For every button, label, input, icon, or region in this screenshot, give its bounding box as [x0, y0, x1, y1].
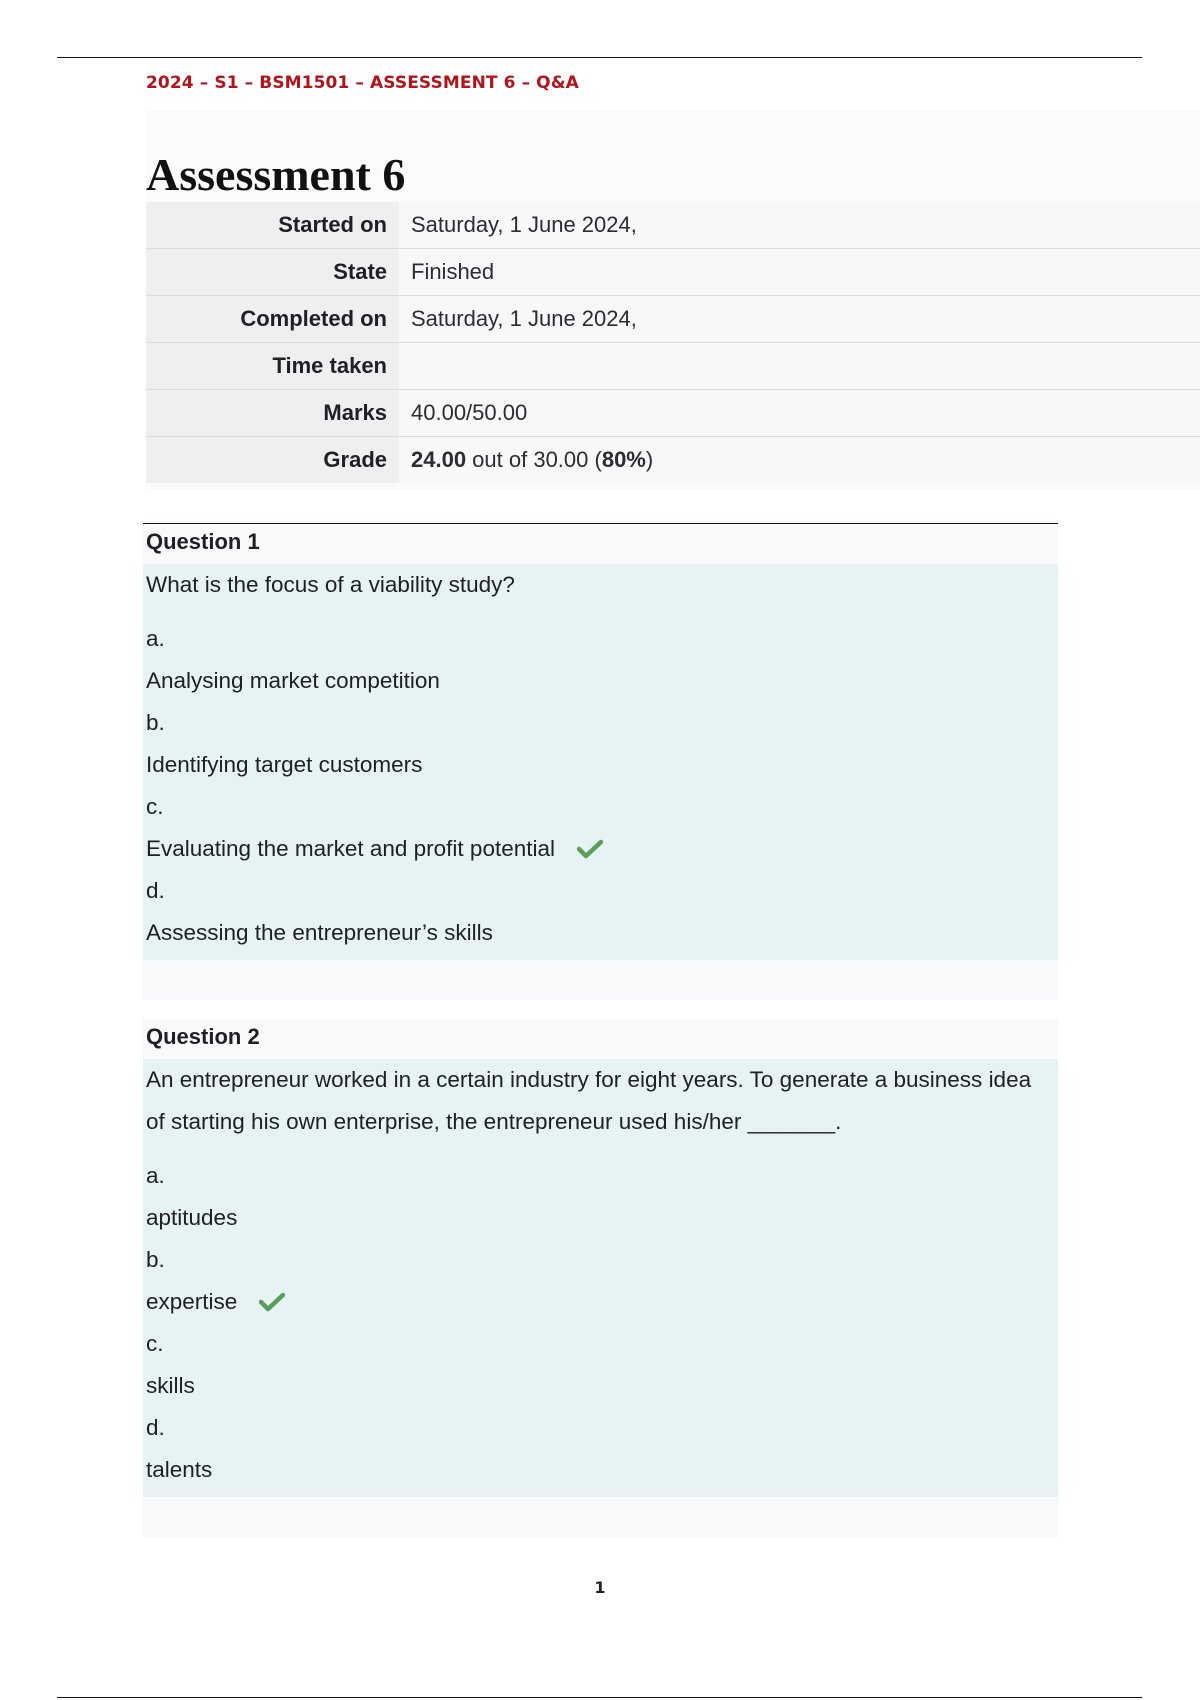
option-text: expertise [146, 1289, 238, 1314]
answer-option[interactable] [146, 744, 1055, 786]
summary-value [399, 343, 1200, 390]
answer-option-correct[interactable] [146, 1281, 1055, 1323]
summary-row-started [146, 202, 1200, 249]
summary-row-grade [146, 437, 1200, 484]
option-text: Assessing the entrepreneur’s skills [146, 920, 493, 945]
question-label: Question 1 [143, 523, 1058, 564]
question-label: Question 2 [143, 1019, 1058, 1059]
summary-label: Completed on [146, 296, 399, 343]
question-block-1 [143, 523, 1058, 1000]
option-letter: b. [146, 710, 165, 735]
answer-option-correct[interactable] [146, 828, 1055, 870]
summary-label: Time taken [146, 343, 399, 390]
option-letter: c. [146, 1331, 164, 1356]
option-text: talents [146, 1457, 213, 1482]
summary-row-completed [146, 296, 1200, 343]
option-letter: d. [146, 878, 165, 903]
summary-label: Grade [146, 437, 399, 484]
answer-option[interactable] [146, 1197, 1055, 1239]
option-text: Identifying target customers [146, 752, 423, 777]
option-text: aptitudes [146, 1205, 238, 1230]
document-header: 2024 – S1 – BSM1501 – ASSESSMENT 6 – Q&A [146, 73, 579, 93]
summary-value: Saturday, 1 June 2024, [399, 202, 1200, 249]
summary-row-state [146, 249, 1200, 296]
attempt-summary-table [146, 202, 1200, 483]
grade-middle-text: out of 30.00 ( [466, 447, 602, 472]
option-text: Evaluating the market and profit potential [146, 836, 555, 861]
grade-value [399, 437, 1200, 484]
page-number: 1 [594, 1578, 606, 1597]
option-text: Analysing market competition [146, 668, 440, 693]
question-footer [143, 1497, 1058, 1537]
page-title: Assessment 6 [146, 149, 406, 200]
answer-option[interactable] [146, 660, 1055, 702]
question-text: What is the focus of a viability study? [146, 572, 515, 597]
grade-score: 24.00 [411, 447, 467, 472]
summary-row-marks [146, 390, 1200, 437]
summary-label: Marks [146, 390, 399, 437]
question-content [143, 1059, 1058, 1497]
option-letter: b. [146, 1247, 165, 1272]
question-block-2 [143, 1019, 1058, 1537]
top-rule [57, 57, 1142, 58]
option-letter: a. [146, 626, 165, 651]
summary-value: Saturday, 1 June 2024, [399, 296, 1200, 343]
check-icon [577, 839, 603, 859]
summary-row-time-taken [146, 343, 1200, 390]
check-icon [259, 1292, 285, 1312]
option-letter: c. [146, 794, 164, 819]
summary-value: Finished [399, 249, 1200, 296]
summary-value: 40.00/50.00 [399, 390, 1200, 437]
summary-label: Started on [146, 202, 399, 249]
question-content [143, 564, 1058, 960]
answer-option[interactable] [146, 1365, 1055, 1407]
summary-label: State [146, 249, 399, 296]
option-letter: a. [146, 1163, 165, 1188]
question-footer [143, 960, 1058, 1000]
question-text: An entrepreneur worked in a certain industry for eight years. To generate a business idea of starting his own enterprise, the entrepreneur used his/her _______. [146, 1067, 1032, 1134]
option-text: skills [146, 1373, 195, 1398]
bottom-rule [57, 1697, 1142, 1698]
option-letter: d. [146, 1415, 165, 1440]
grade-percent: 80% [601, 447, 646, 472]
answer-option[interactable] [146, 912, 1055, 954]
grade-end-text: ) [645, 447, 654, 472]
answer-option[interactable] [146, 1449, 1055, 1491]
